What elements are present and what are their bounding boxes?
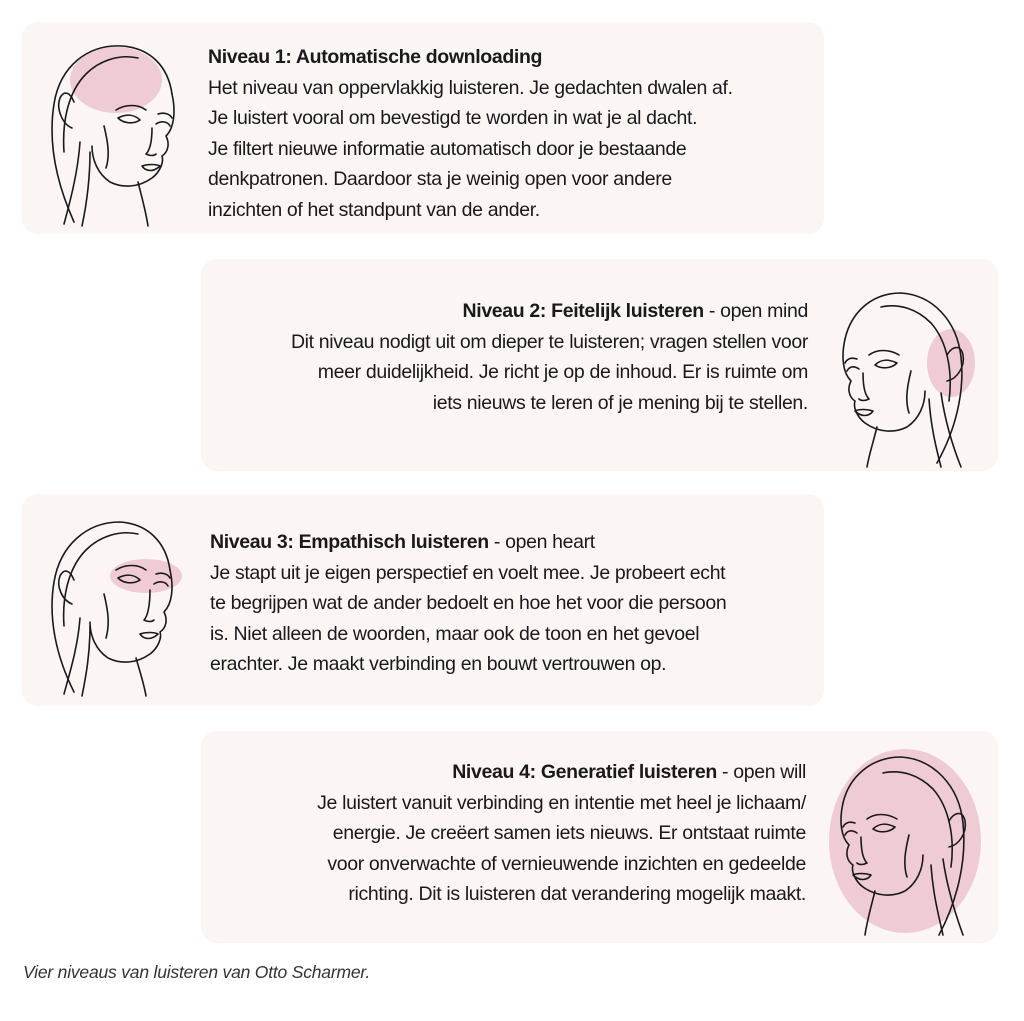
level-2-title: Niveau 2: Feitelijk luisteren [462, 300, 704, 322]
level-1-line-5: inzichten of het standpunt van de ander. [208, 198, 540, 221]
face-illustration-level-4 [821, 741, 991, 937]
level-4-line-2: energie. Je creëert samen iets nieuws. Er ontstaat ruimte [332, 822, 806, 844]
level-2-line-2: meer duidelijkheid. Je richt je op de inhoud. Er is ruimte om [317, 361, 808, 383]
level-2-subtitle: - open mind [703, 300, 808, 322]
level-3-line-1: Je stapt uit je eigen perspectief en voelt mee. Je probeert echt [210, 561, 726, 584]
level-1-line-4: denkpatronen. Daardoor sta je weinig open voor andere [208, 168, 672, 190]
level-3-line-2: te begrijpen wat de ander bedoelt en hoe het voor die persoon [210, 592, 727, 614]
level-4-title: Niveau 4: Generatief luisteren [452, 761, 717, 783]
figure-caption: Vier niveaus van luisteren van Otto Scharmer. [23, 962, 371, 982]
level-1-title: Niveau 1: Automatische downloading [208, 46, 543, 68]
level-4-line-1: Je luistert vanuit verbinding en intentie met heel je lichaam/ [317, 791, 806, 814]
level-4-line-3: voor onverwachte of vernieuwende inzichten en gedeelde [327, 852, 806, 875]
level-1-line-1: Het niveau van oppervlakkig luisteren. Je gedachten dwalen af. [208, 76, 733, 99]
face-line-art-icon [34, 510, 184, 696]
face-line-art-icon [829, 281, 979, 467]
head-highlight [70, 47, 162, 113]
level-4-card [201, 731, 998, 943]
level-1-line-3: Je filtert nieuwe informatie automatisch door je bestaande [208, 137, 687, 160]
level-2-line-3: iets nieuws te leren of je mening bij te stellen. [432, 391, 808, 414]
level-1-text [208, 42, 818, 225]
face-illustration-level-2 [829, 281, 979, 467]
level-3-subtitle: - open heart [488, 531, 595, 553]
level-2-line-1: Dit niveau nodigt uit om dieper te luisteren; vragen stellen voor [290, 330, 808, 353]
level-3-line-4: erachter. Je maakt verbinding en bouwt vertrouwen op. [210, 653, 667, 675]
ear-highlight [927, 329, 975, 397]
level-4-text [206, 757, 806, 910]
level-4-line-4: richting. Dit is luisteren dat verandering mogelijk maakt. [348, 883, 806, 905]
level-3-text [210, 527, 810, 680]
level-1-card [22, 22, 824, 234]
level-2-card [201, 259, 998, 471]
face-line-art-icon [821, 741, 991, 937]
face-illustration-level-1 [34, 32, 184, 228]
level-3-line-3: is. Niet alleen de woorden, maar ook de toon en het gevoel [210, 622, 700, 645]
level-2-text [208, 296, 808, 418]
face-illustration-level-3 [34, 510, 184, 696]
level-1-line-2: Je luistert vooral om bevestigd te worden in wat je al dacht. [208, 107, 698, 129]
level-4-subtitle: - open will [716, 761, 806, 783]
level-3-card [22, 494, 824, 706]
face-line-art-icon [34, 32, 184, 228]
level-3-title: Niveau 3: Empathisch luisteren [210, 531, 489, 553]
